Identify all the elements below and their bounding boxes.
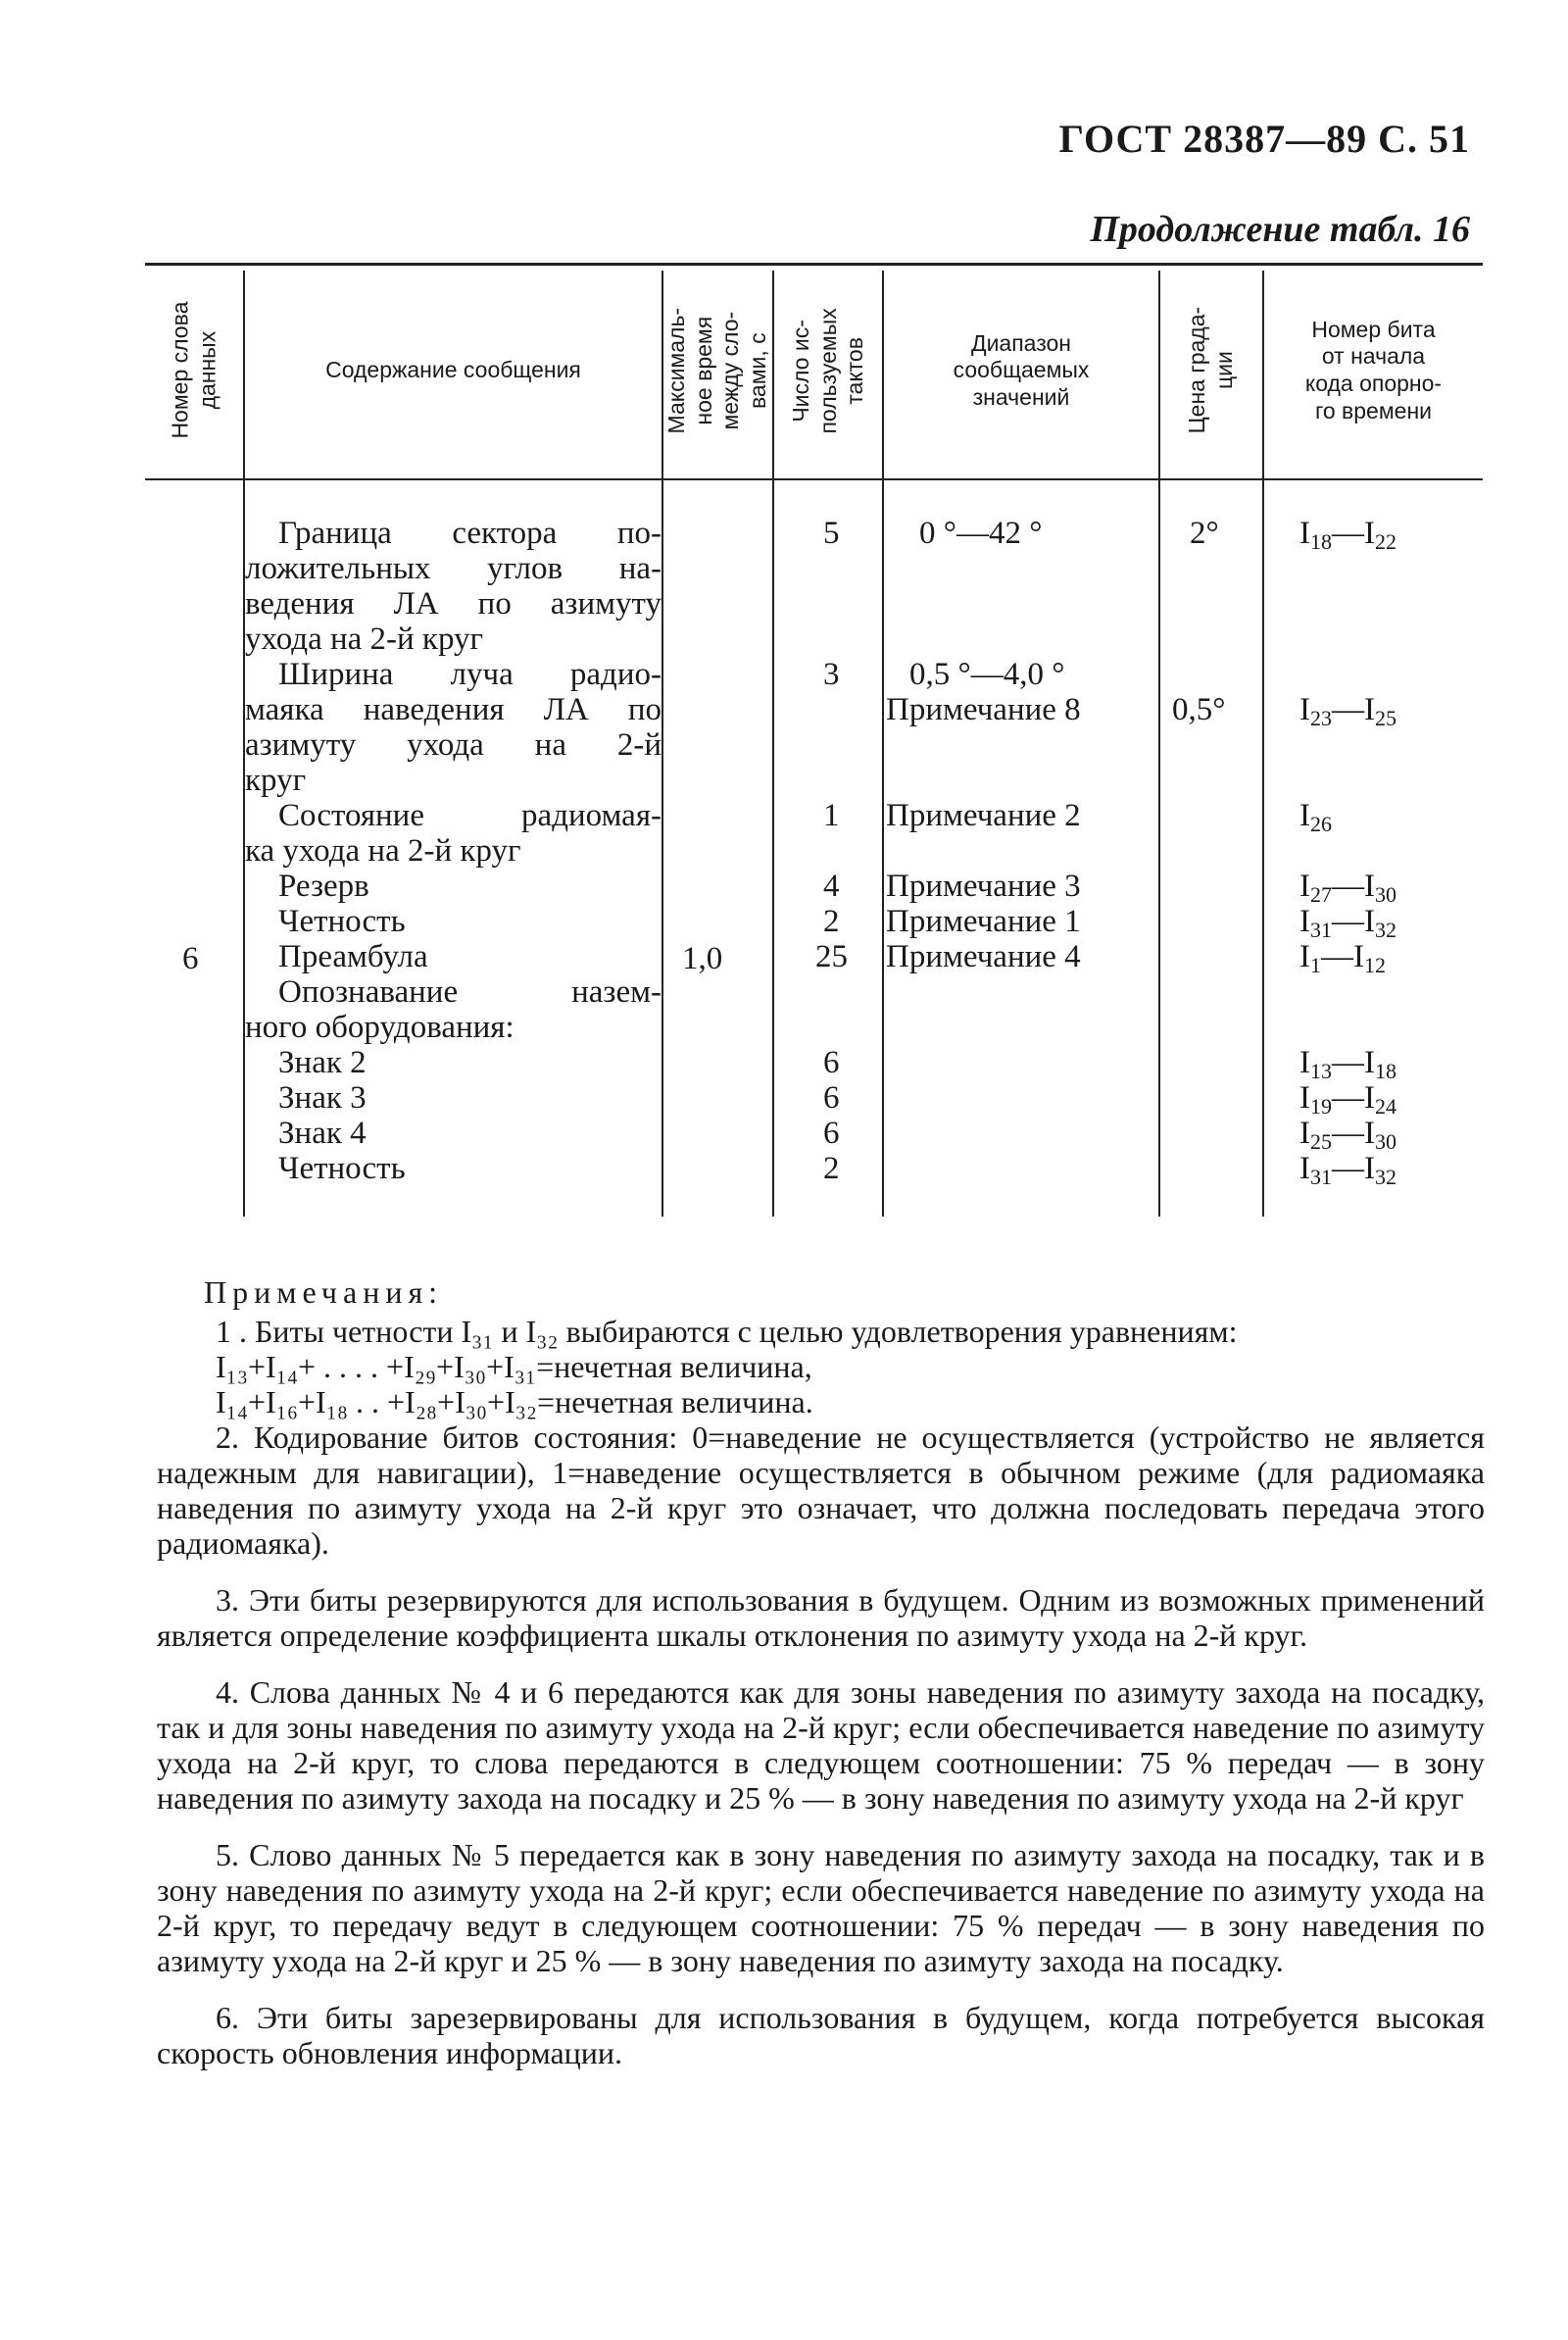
max-time-value: 1,0 xyxy=(682,941,723,976)
parity-equation-2: I₁₄+I₁₆+I₁₈ . . +I₂₈+I₃₀+I₃₂=нечетная величина. xyxy=(216,1384,813,1419)
word-number-value: 6 xyxy=(182,941,199,976)
range-value: 0 °—42 ° xyxy=(919,516,1043,551)
bit-count: 2 xyxy=(823,1151,840,1186)
range-value: Примечание 8 xyxy=(886,692,1081,727)
range-value: 0,5 °—4,0 ° xyxy=(909,657,1065,692)
col-header-range: Диапазон сообщаемых значений xyxy=(953,329,1090,410)
notes-section xyxy=(157,1274,1485,2070)
parity-equation-1: I₁₃+I₁₄+ . . . . +I₂₉+I₃₀+I₃₁=нечетная величина, xyxy=(216,1349,812,1384)
bit-number: $I_1—I_{12}$ xyxy=(1299,939,1386,977)
content-line: ка ухода на 2-й круг xyxy=(245,833,521,869)
bit-count: 2 xyxy=(823,904,840,939)
table-continuation-label: Продолжение табл. 16 xyxy=(1090,209,1470,250)
bit-count: 6 xyxy=(823,1045,840,1080)
range-value: Примечание 3 xyxy=(886,869,1081,904)
bit-number: $I_{31}—I_{32}$ xyxy=(1299,1151,1396,1189)
note-6: 6. Эти биты зарезервированы для использования в будущем, когда потребуется высокая скорость обновления информации. xyxy=(157,2000,1485,2070)
data-table xyxy=(145,263,1483,1225)
note-2: 2. Кодирование битов состояния: 0=наведение не осуществляется (устройство не является надежным для навигации), 1=наведение осуществляется в обычном режиме (для радиомаяка наведения по азимуту ухода на 2-й круг это означает, что должна последовать передача этого радиомаяка). xyxy=(157,1419,1485,1561)
document-reference: ГОСТ 28387—89 С. 51 xyxy=(1058,117,1470,161)
col-header-max-time: Максималь- ное время между сло- вами, с xyxy=(663,307,771,434)
bit-count: 6 xyxy=(823,1116,840,1151)
bit-number: $I_{27}—I_{30}$ xyxy=(1299,869,1396,907)
bit-number: $I_{19}—I_{24}$ xyxy=(1299,1080,1396,1119)
content-line: Резерв xyxy=(278,869,369,904)
content-line: азимуту ухода на 2-й xyxy=(245,727,662,763)
col-header-bit-count: Число ис- пользуемых тактов xyxy=(787,307,867,434)
table-top-rule xyxy=(145,263,1483,266)
bit-count: 5 xyxy=(823,516,840,551)
header-bottom-rule xyxy=(145,478,1483,480)
note-4: 4. Слова данных № 4 и 6 передаются как для зоны наведения по азимуту захода на посадку, так и для зоны наведения по азимуту ухода на 2-й круг; если обеспечивается наведение по азимуту ухода на 2-й круг, то слова передаются в следующем соотношении: 75 % передач — в зону наведения по азимуту захода на посадку и 25 % — в зону наведения по азимуту ухода на 2-й круг xyxy=(157,1674,1485,1816)
content-line: Четность xyxy=(278,1151,406,1186)
range-value: Примечание 2 xyxy=(886,798,1081,833)
notes-title: Примечания: xyxy=(204,1274,444,1310)
content-line: Преамбула xyxy=(278,939,428,974)
content-line: Знак 4 xyxy=(278,1116,367,1151)
content-line: Четность xyxy=(278,904,406,939)
content-line: Граница сектора по- xyxy=(278,516,662,551)
bit-number: $I_{25}—I_{30}$ xyxy=(1299,1116,1396,1154)
col-header-bit-number: Номер бита от начала кода опорно- го времени xyxy=(1304,316,1443,423)
note-1: 1 . Биты четности I₃₁ и I₃₂ выбираются с целью удовлетворения уравнениям: xyxy=(216,1314,1238,1349)
content-line: Знак 3 xyxy=(278,1080,367,1116)
bit-number: $I_{23}—I_{25}$ xyxy=(1299,692,1396,730)
content-line: ложительных углов на- xyxy=(245,551,662,586)
bit-count: 3 xyxy=(823,657,840,692)
bit-number: $I_{13}—I_{18}$ xyxy=(1299,1045,1396,1083)
bit-number: $I_{31}—I_{32}$ xyxy=(1299,904,1396,942)
content-line: Знак 2 xyxy=(278,1045,367,1080)
range-value: Примечание 4 xyxy=(886,939,1081,974)
col-header-content: Содержание сообщения xyxy=(325,357,581,383)
content-line: круг xyxy=(245,763,307,798)
content-line: Ширина луча радио- xyxy=(278,657,662,692)
grade-value: 0,5° xyxy=(1172,692,1226,727)
content-line: ведения ЛА по азимуту xyxy=(245,586,662,622)
col-header-word-number: Номер слова данных xyxy=(167,302,220,439)
col-header-grade: Цена града- ции xyxy=(1184,307,1238,434)
grade-value: 2° xyxy=(1190,516,1219,551)
bit-count: 4 xyxy=(823,869,840,904)
bit-number: $I_{26}$ xyxy=(1299,798,1332,836)
bit-count: 1 xyxy=(823,798,840,833)
bit-count: 6 xyxy=(823,1080,840,1116)
note-5: 5. Слово данных № 5 передается как в зону наведения по азимуту захода на посадку, так и в зону наведения по азимуту ухода на 2-й круг; если обеспечивается наведение по азимуту ухода на 2-й круг, то передачу ведут в следующем соотношении: 75 % передач — в зону наведения по азимуту ухода на 2-й круг и 25 % — в зону наведения по азимуту захода на посадку. xyxy=(157,1837,1485,1978)
range-value: Примечание 1 xyxy=(886,904,1081,939)
content-line: ухода на 2-й круг xyxy=(245,622,484,657)
content-line: маяка наведения ЛА по xyxy=(245,692,662,727)
bit-number: $I_{18}—I_{22}$ xyxy=(1299,516,1396,554)
content-line: ного оборудования: xyxy=(245,1010,514,1045)
content-line: Опознавание назем- xyxy=(278,974,662,1010)
content-line: Состояние радиомая- xyxy=(278,798,662,833)
bit-count: 25 xyxy=(815,939,848,974)
note-3: 3. Эти биты резервируются для использования в будущем. Одним из возможных применений является определение коэффициента шкалы отклонения по азимуту ухода на 2-й круг. xyxy=(157,1582,1485,1653)
